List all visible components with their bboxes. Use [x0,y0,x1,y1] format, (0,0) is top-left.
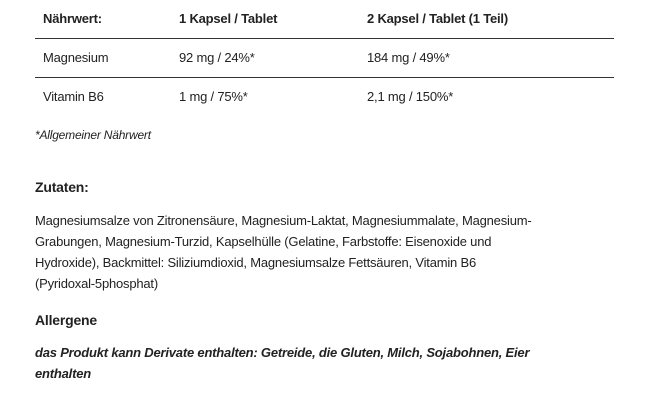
nutrient-name: Magnesium [43,50,109,65]
nutrition-table [35,0,614,116]
nutrient-value-one: 1 mg / 75%* [179,89,248,104]
allergens-line: enthalten [35,365,91,381]
nutrient-value-two: 2,1 mg / 150%* [367,89,454,104]
footnote: *Allgemeiner Nährwert [35,128,151,142]
table-header-row [35,0,614,39]
ingredients-line: Hydroxide), Backmittel: Siliziumdioxid, Magnesiumsalze Fettsäuren, Vitamin B6 [35,255,476,270]
nutrient-value-two: 184 mg / 49%* [367,50,450,65]
header-nutrient: Nährwert: [43,11,102,26]
allergens-heading: Allergene [35,312,97,328]
header-one-capsule: 1 Kapsel / Tablet [179,11,278,26]
header-two-capsules: 2 Kapsel / Tablet (1 Teil) [367,11,508,26]
ingredients-line: Grabungen, Magnesium-Turzid, Kapselhülle (Gelatine, Farbstoffe: Eisenoxide und [35,234,492,249]
table-row [35,39,614,78]
allergens-text [35,343,529,384]
table-row [35,78,614,116]
ingredients-text [35,210,532,294]
allergens-line: das Produkt kann Derivate enthalten: Getreide, die Gluten, Milch, Sojabohnen, Eier [35,345,530,360]
ingredients-line: (Pyridoxal-5phosphat) [35,276,158,291]
nutrient-name: Vitamin B6 [43,89,104,104]
ingredients-line: Magnesiumsalze von Zitronensäure, Magnesium-Laktat, Magnesiummalate, Magnesium- [35,213,532,228]
nutrient-value-one: 92 mg / 24%* [179,50,255,65]
ingredients-heading: Zutaten: [35,179,89,195]
